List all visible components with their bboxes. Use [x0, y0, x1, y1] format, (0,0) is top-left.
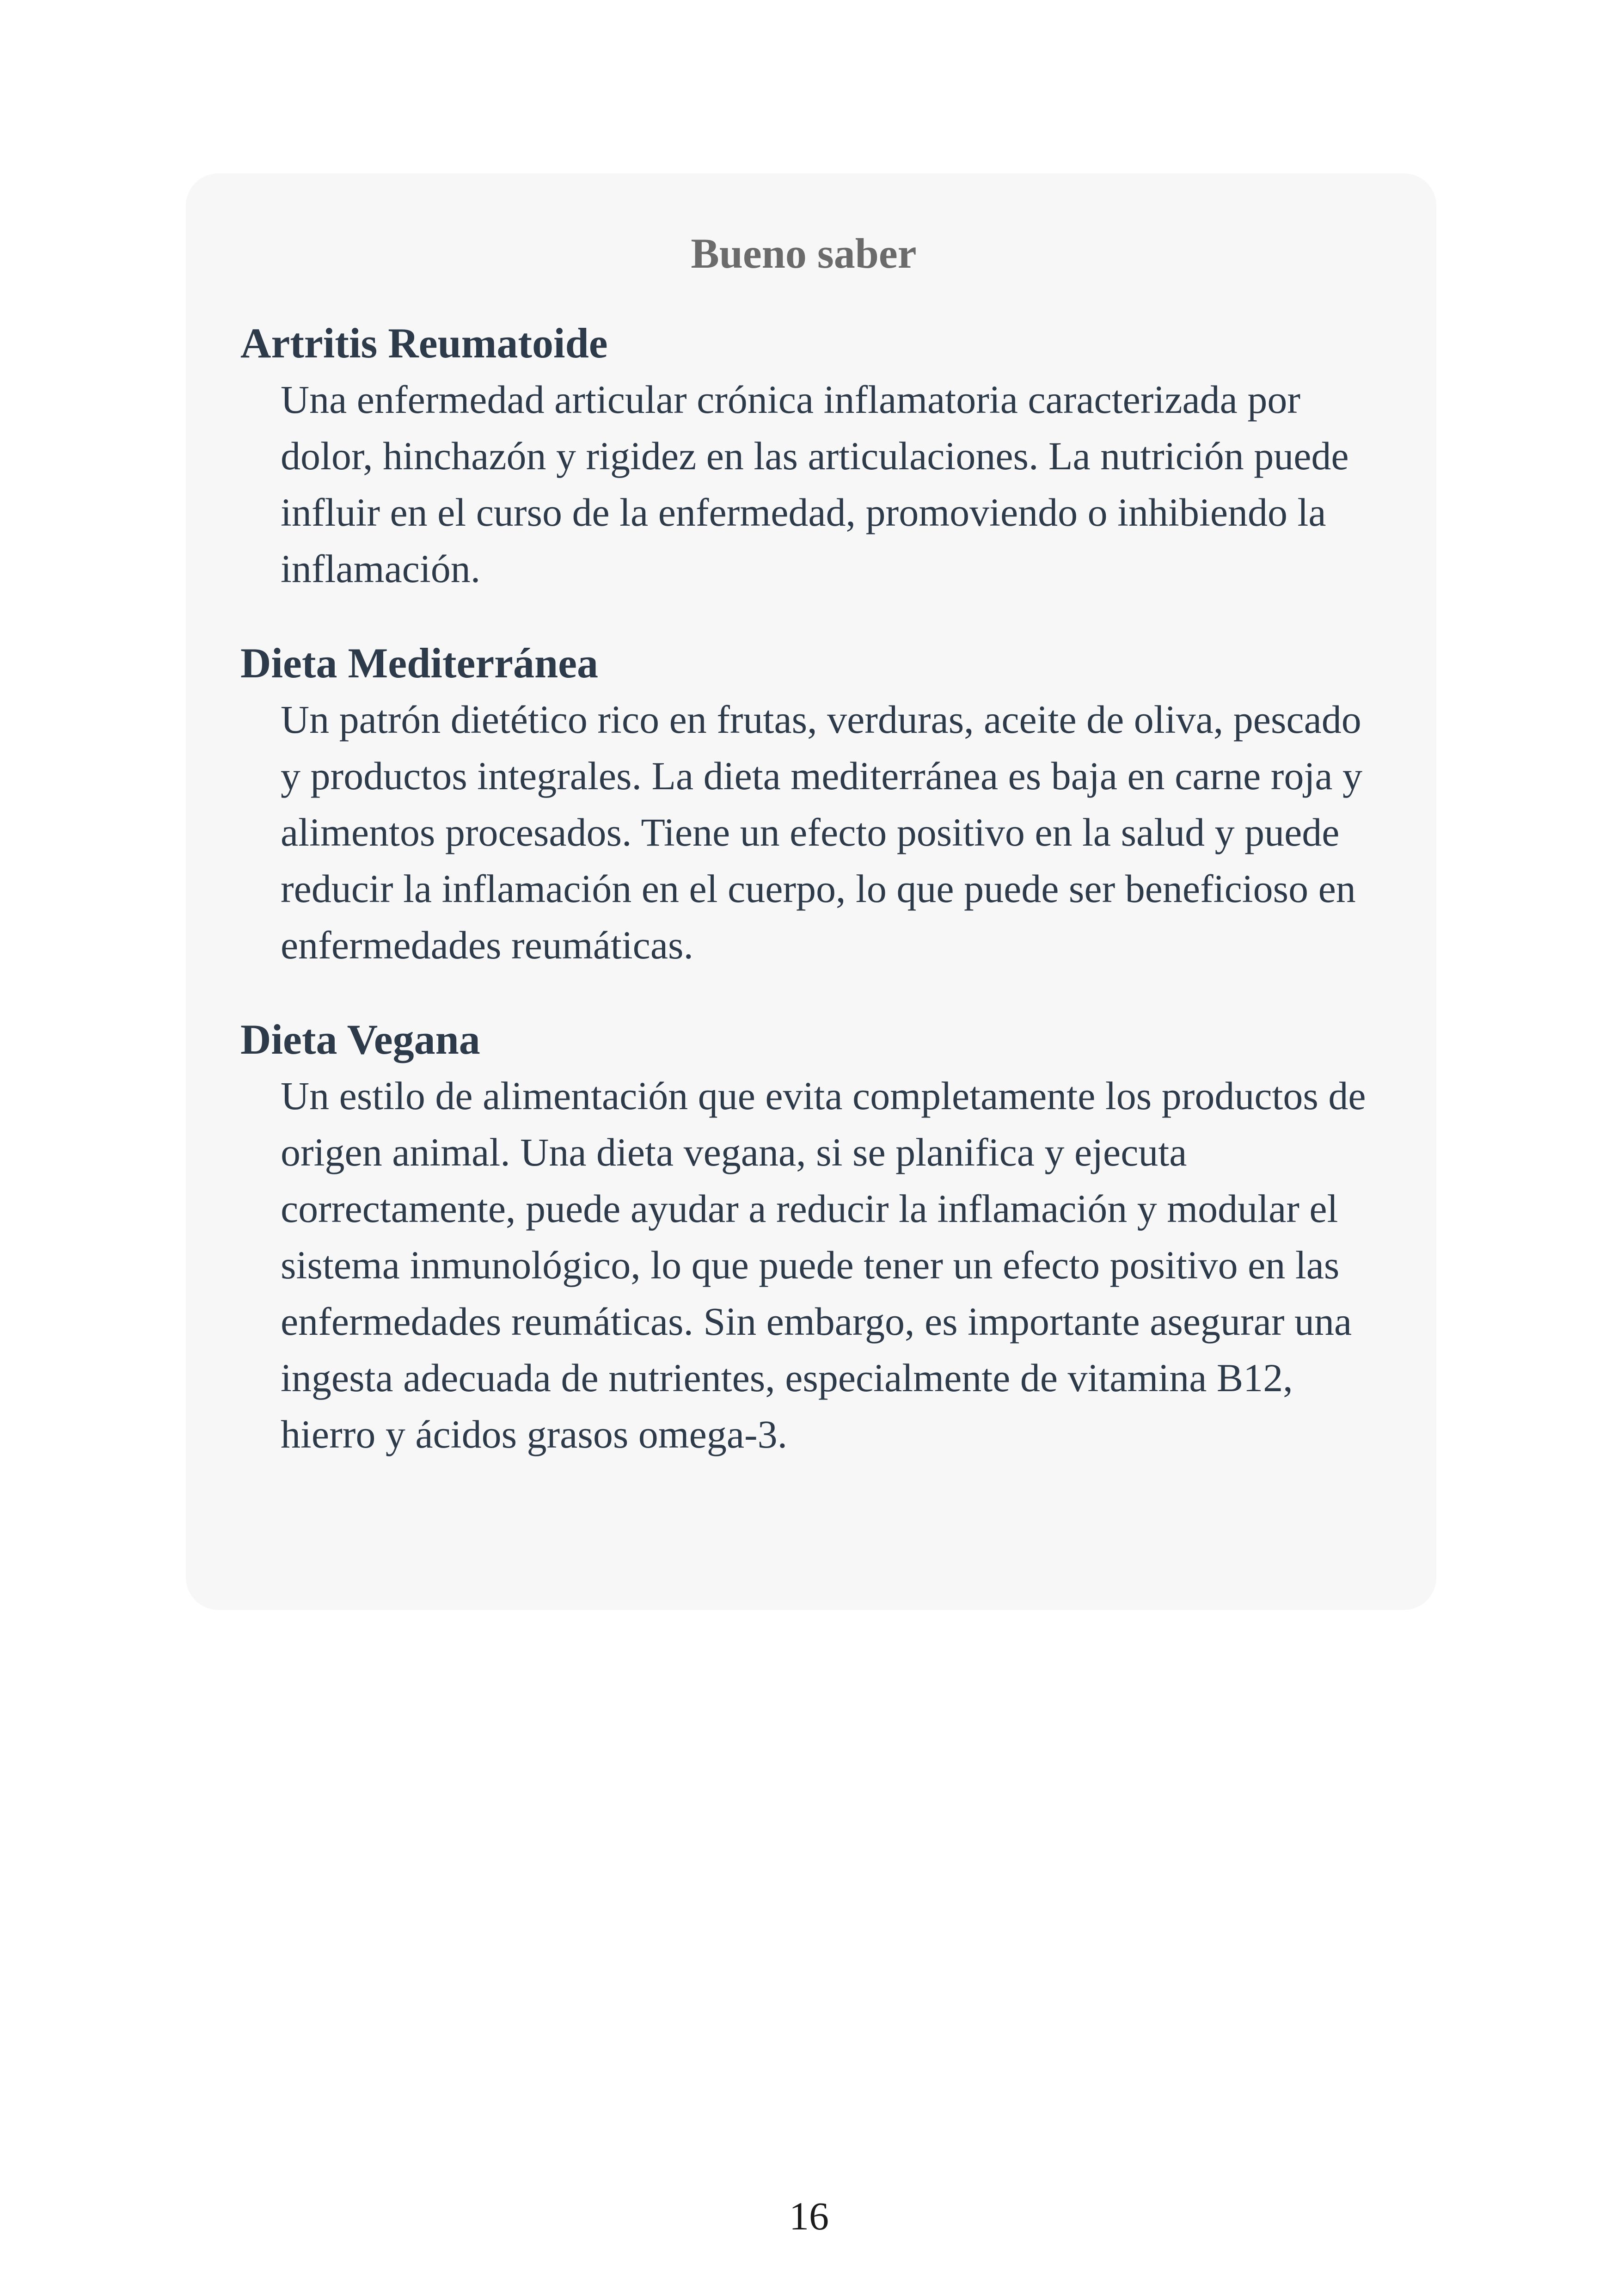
box-title: Bueno saber [691, 230, 917, 277]
glossary-entry-vegana [240, 1011, 1367, 1462]
glossary-definition: Una enfermedad articular crónica inflamatoria caracterizada por dolor, hinchazón y rigidez en las articulaciones. La nutrición puede influir en el curso de la enfermedad, promoviendo o inhibiendo la inflamación. [281, 377, 1349, 591]
info-box [186, 173, 1436, 1610]
glossary-term: Dieta Mediterránea [240, 639, 599, 687]
glossary-term: Dieta Vegana [240, 1016, 480, 1063]
page-number: 16 [789, 2194, 829, 2238]
glossary-entry-artritis [240, 315, 1367, 597]
glossary-term: Artritis Reumatoide [240, 319, 608, 367]
glossary-entry-mediterranea [240, 635, 1367, 973]
glossary-definition: Un estilo de alimentación que evita completamente los productos de origen animal. Una dieta vegana, si se planifica y ejecuta correctamente, puede ayudar a reducir la inflamación y modular el sistema inmunológico, lo que puede tener un efecto positivo en las enfermedades reumáticas. Sin embargo, es importante asegurar una ingesta adecuada de nutrientes, especialmente de vitamina B12, hierro y ácidos grasos omega-3. [281, 1074, 1366, 1456]
glossary-definition: Un patrón dietético rico en frutas, verduras, aceite de oliva, pescado y productos integrales. La dieta mediterránea es baja en carne roja y alimentos procesados. Tiene un efecto positivo en la salud y puede reducir la inflamación en el cuerpo, lo que puede ser beneficioso en enfermedades reumáticas. [281, 697, 1363, 967]
